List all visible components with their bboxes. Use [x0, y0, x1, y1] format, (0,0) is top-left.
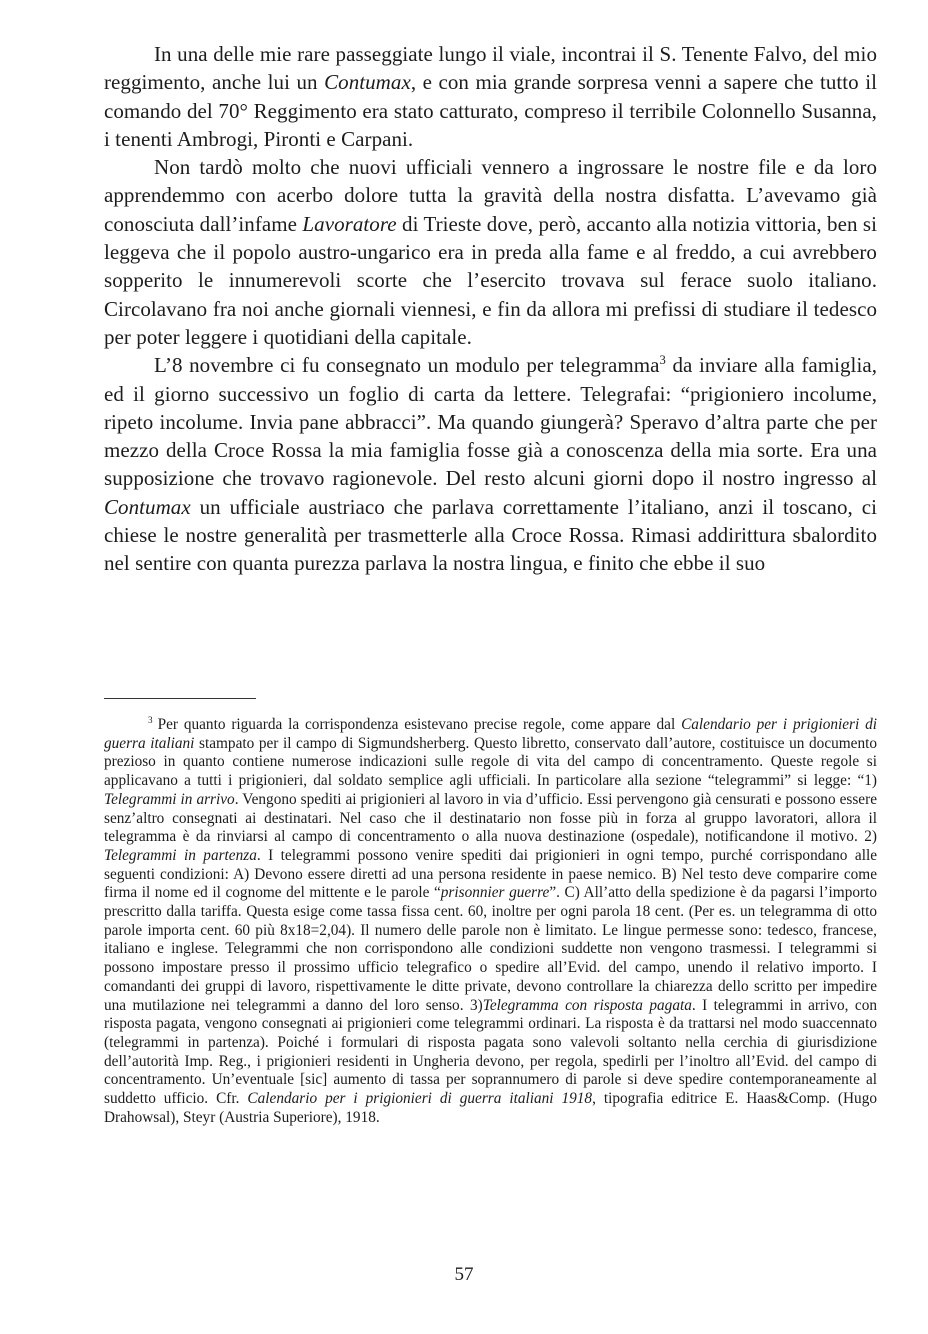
text-run: Per quanto riguarda la corrispondenza esistevano precise regole, come appare dal — [157, 716, 682, 733]
text-run: . Vengono spediti ai prigionieri al lavoro in via d’ufficio. Essi pervengono già censurati e possono essere senz’altro consegnati ai destinatari. Nel caso che il destinatario non fosse più in forza al gruppo lavoratori, allora il telegramma è da rinviarsi al campo di concentramento o alla nuova destinazione (ospedale), notificandone il motivo. 2) — [104, 790, 877, 846]
paragraph-2 — [104, 153, 877, 351]
text-run: di Trieste dove, però, accanto alla notizia vittoria, ben si leggeva che il popolo austro-ungarico era in preda alla fame e al freddo, a cui avrebbero sopperito le innumerevoli scorte che l’esercito trovava sul ferace suolo italiano. Circolavano fra noi anche giornali viennesi, e fin da allora mi prefissi di studiare il tedesco per poter leggere i quotidiani della capitale. — [104, 211, 877, 349]
text-run: , tipografia editrice E. Haas&Comp. (Hugo Drahowsal), Steyr (Austria Superiore), 1918. — [104, 1090, 877, 1126]
text-run: un ufficiale austriaco che parlava correttamente l’italiano, anzi il toscano, ci chiese le nostre generalità per trasmetterle alla Croce Rossa. Rimasi addirittura sbalordito nel sentire con quanta purezza parlava la nostra lingua, e finito che ebbe il suo — [104, 494, 877, 576]
italic-text: Lavoratore — [302, 211, 397, 236]
body-text — [104, 40, 877, 578]
text-run: , e con mia grande sorpresa venni a sapere che tutto il comando del 70° Reggimento era stato catturato, compreso il terribile Colonnello Susanna, i tenenti Ambrogi, Pironti e Carpani. — [104, 70, 877, 151]
text-run: In una delle mie rare passeggiate lungo il viale, incontrai il S. Tenente Falvo, del mio reggimento, anche lui un — [104, 42, 877, 95]
text-run: . I telegrammi possono venire spediti dai prigionieri in ogni tempo, purché corrispondano alle seguenti condizioni: A) Devono essere diretti ad una persona residente in paese nemico. B) Nel testo deve comparire come firma il nome ed il cognome del mittente e le parole “ — [104, 846, 877, 902]
paragraph-3 — [104, 351, 877, 577]
paragraph-1 — [104, 40, 877, 153]
text-run: stampato per il campo di Sigmundsherberg. Questo libretto, conservato dall’autore, costituisce un documento prezioso in quanto contiene numerose indicazioni sulle regole di vita del campo di concentramento. Queste regole si applicavano a tutti i prigionieri, dal soldato semplice agli ufficiali. In particolare alla sezione “telegrammi” si legge: “1) — [104, 734, 877, 790]
footnote-marker: 3 — [659, 353, 666, 368]
italic-text: Telegrammi in partenza — [104, 846, 257, 864]
footnote-separator — [104, 698, 256, 699]
italic-text: Telegrammi in arrivo — [104, 790, 235, 808]
italic-text: Contumax — [324, 70, 411, 95]
text-run: ”. C) All’atto della spedizione è da pagarsi l’importo prescritto dalla tariffa. Questa esige come tassa fissa cent. 60, inoltre per ogni parola 18 cent. (Per es. un telegramma di otto parole importa cent. 60 più 8x18=2,04). Il numero delle parole non è limitato. Le lingue permesse sono: tedesco, francese, italiano e inglese. Telegrammi che non corrispondono alle condizioni suddette non vengono trasmessi. I telegrammi si possono impostare presso il prossimo ufficio telegrafico o spedire all’Evid. del campo, unendo il relativo importo. I comandanti dei gruppi di lavoro, rispettivamente le ditte private, devono controllare la chiarezza dello scritto per impedire una mutilazione nei telegrammi a danno del loro senso. 3) — [104, 884, 877, 1014]
italic-text: Calendario per i prigionieri di guerra italiani — [104, 716, 877, 752]
footnote-marker: 3 — [148, 714, 153, 725]
italic-text: Calendario per i prigionieri di guerra italiani 1918 — [247, 1090, 593, 1108]
text-run: da inviare alla famiglia, ed il giorno successivo un foglio di carta da lettere. Telegrafai: “prigioniero incolume, ripeto incolume. Invia pane abbracci”. Ma quando giungerà? Speravo d’altra parte che per mezzo della Croce Rossa la mia famiglia fosse già a conoscenza della mia sorte. Era una supposizione che trovavo ragionevole. Del resto alcuni giorni dopo il nostro ingresso al — [104, 353, 877, 491]
text-run: . I telegrammi in arrivo, con risposta pagata, vengono consegnati ai prigionieri come telegrammi ordinari. La risposta è da trattarsi nel modo suaccennato (telegrammi in partenza). Poiché i formulari di risposta pagata sono valevoli soltanto nella cerchia di giurisdizione dell’autorità Imp. Reg., i prigionieri residenti in Ungheria devono, per regola, spedirli per l’inoltro all’Evid. del campo di concentramento. Un’eventuale [sic] aumento di tassa per soprannumero di parole si deve spedire contemporaneamente al suddetto ufficio. Cfr. — [104, 996, 878, 1108]
italic-text: prisonnier guerre — [440, 884, 550, 902]
italic-text: Telegramma con risposta pagata — [482, 996, 692, 1014]
text-run: Non tardò molto che nuovi ufficiali vennero a ingrossare le nostre file e da loro apprendemmo con acerbo dolore tutta la gravità della nostra disfatta. L’avevamo già conosciuta dall’infame — [104, 155, 877, 236]
italic-text: Contumax — [104, 494, 191, 519]
footnote-text — [104, 716, 877, 1127]
footnote-3 — [104, 716, 877, 1127]
page-number: 57 — [454, 1264, 474, 1285]
text-run: L’8 novembre ci fu consegnato un modulo per telegramma — [154, 353, 660, 378]
